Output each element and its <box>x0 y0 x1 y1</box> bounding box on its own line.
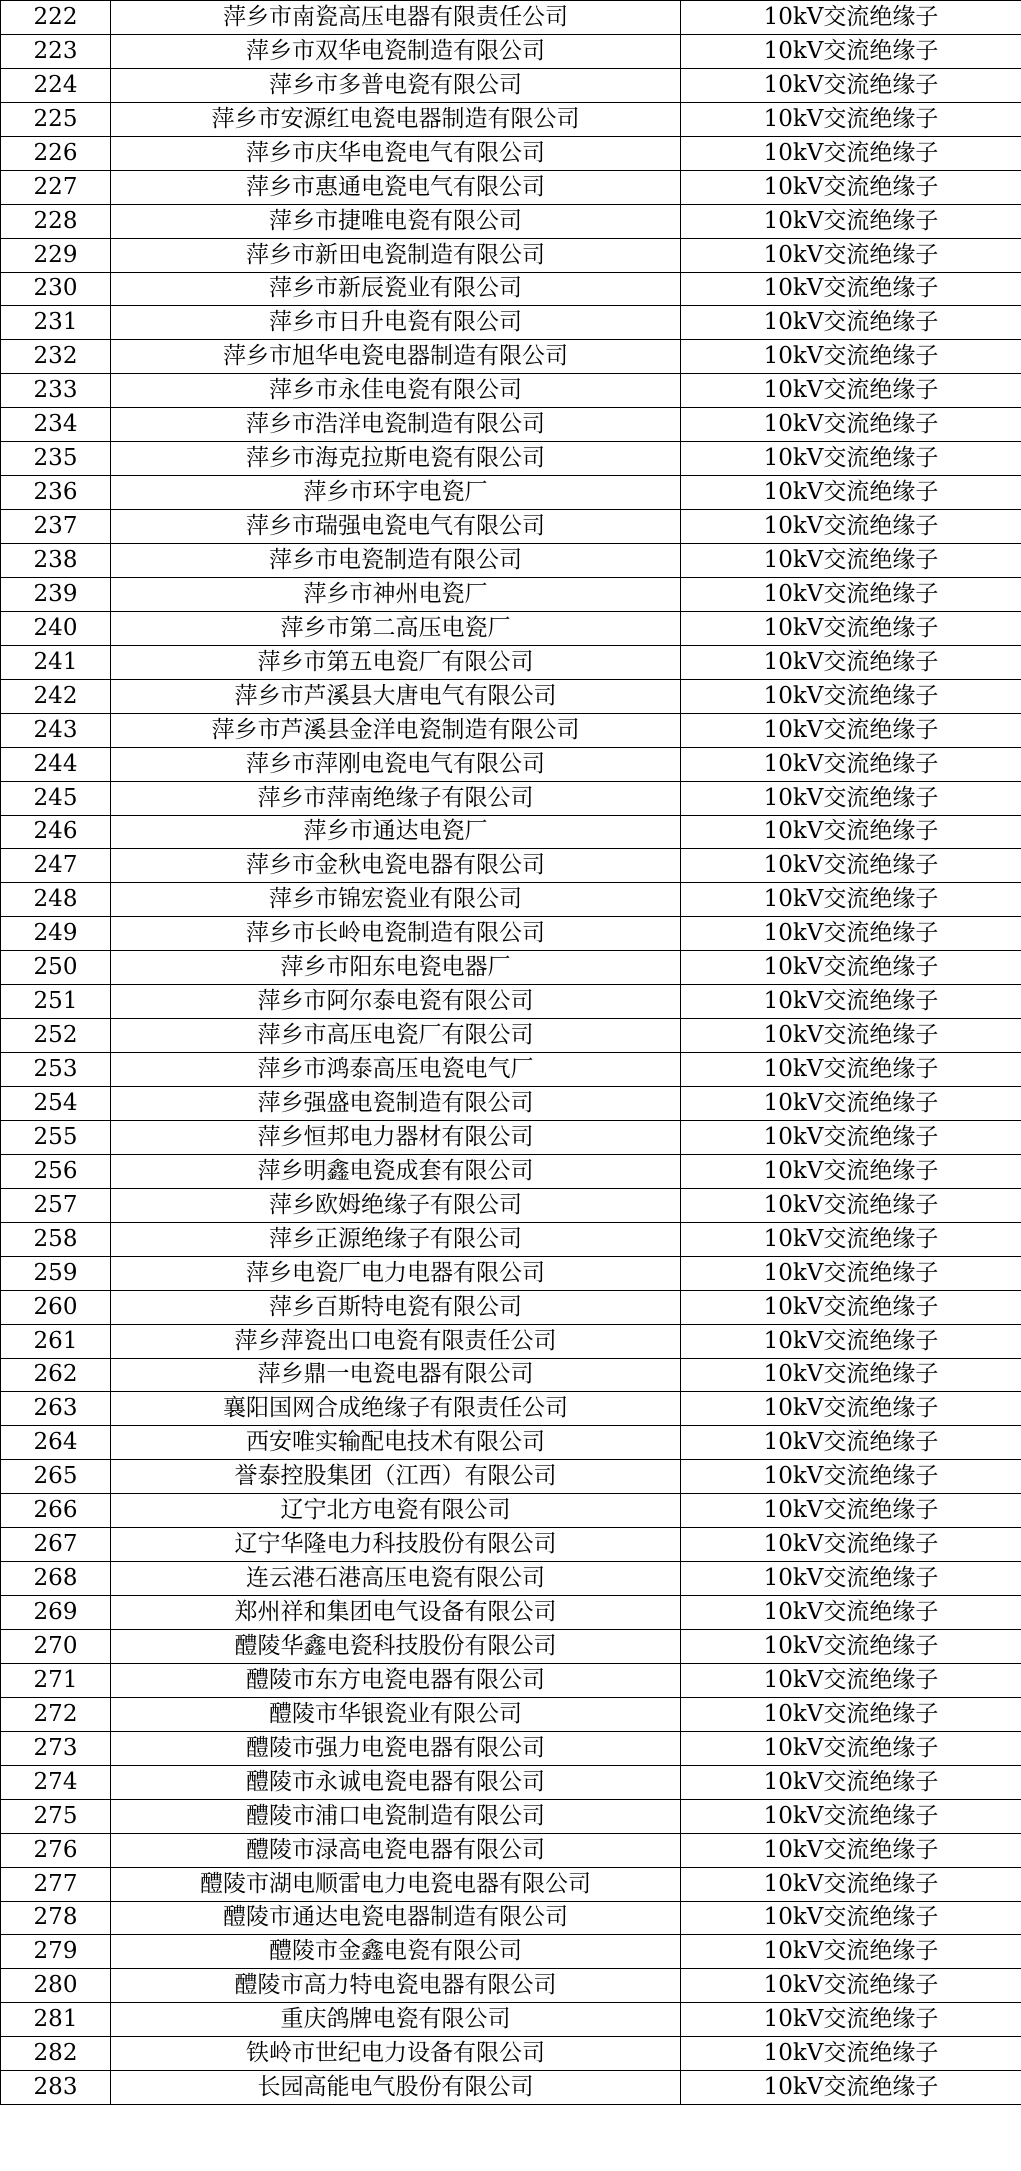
company-name-cell: 西安唯实输配电技术有限公司 <box>111 1426 681 1460</box>
company-name-cell: 醴陵市东方电瓷电器有限公司 <box>111 1663 681 1697</box>
row-number-cell: 235 <box>1 442 111 476</box>
row-number-cell: 270 <box>1 1630 111 1664</box>
row-number-cell: 249 <box>1 917 111 951</box>
company-name-cell: 萍乡市南瓷高压电器有限责任公司 <box>111 1 681 35</box>
company-name-cell: 萍乡市环宇电瓷厂 <box>111 476 681 510</box>
product-cell: 10kV交流绝缘子 <box>681 1290 1021 1324</box>
row-number-cell: 238 <box>1 544 111 578</box>
company-name-cell: 萍乡市萍刚电瓷电气有限公司 <box>111 747 681 781</box>
product-cell: 10kV交流绝缘子 <box>681 1120 1021 1154</box>
product-cell: 10kV交流绝缘子 <box>681 238 1021 272</box>
row-number-cell: 253 <box>1 1053 111 1087</box>
table-row <box>1 544 1021 578</box>
table-row <box>1 238 1021 272</box>
company-name-cell: 萍乡市第五电瓷厂有限公司 <box>111 645 681 679</box>
product-cell: 10kV交流绝缘子 <box>681 781 1021 815</box>
row-number-cell: 243 <box>1 713 111 747</box>
table-row <box>1 34 1021 68</box>
company-name-cell: 萍乡明鑫电瓷成套有限公司 <box>111 1154 681 1188</box>
product-cell: 10kV交流绝缘子 <box>681 1562 1021 1596</box>
row-number-cell: 222 <box>1 1 111 35</box>
row-number-cell: 245 <box>1 781 111 815</box>
product-cell: 10kV交流绝缘子 <box>681 1256 1021 1290</box>
table-row <box>1 1256 1021 1290</box>
product-cell: 10kV交流绝缘子 <box>681 1969 1021 2003</box>
product-cell: 10kV交流绝缘子 <box>681 408 1021 442</box>
product-cell: 10kV交流绝缘子 <box>681 1460 1021 1494</box>
table-row <box>1 747 1021 781</box>
product-cell: 10kV交流绝缘子 <box>681 747 1021 781</box>
row-number-cell: 276 <box>1 1833 111 1867</box>
row-number-cell: 237 <box>1 510 111 544</box>
table-row <box>1 442 1021 476</box>
company-name-cell: 醴陵市华银瓷业有限公司 <box>111 1697 681 1731</box>
row-number-cell: 232 <box>1 340 111 374</box>
table-row <box>1 611 1021 645</box>
table-row <box>1 1562 1021 1596</box>
table-row <box>1 2037 1021 2071</box>
company-name-cell: 萍乡市永佳电瓷有限公司 <box>111 374 681 408</box>
product-cell: 10kV交流绝缘子 <box>681 1697 1021 1731</box>
company-name-cell: 萍乡市阿尔泰电瓷有限公司 <box>111 985 681 1019</box>
product-cell: 10kV交流绝缘子 <box>681 272 1021 306</box>
company-name-cell: 萍乡市金秋电瓷电器有限公司 <box>111 849 681 883</box>
company-name-cell: 萍乡市海克拉斯电瓷有限公司 <box>111 442 681 476</box>
company-name-cell: 醴陵市渌高电瓷电器有限公司 <box>111 1833 681 1867</box>
product-cell: 10kV交流绝缘子 <box>681 1799 1021 1833</box>
product-cell: 10kV交流绝缘子 <box>681 1426 1021 1460</box>
row-number-cell: 271 <box>1 1663 111 1697</box>
product-cell: 10kV交流绝缘子 <box>681 2037 1021 2071</box>
row-number-cell: 223 <box>1 34 111 68</box>
table-row <box>1 1765 1021 1799</box>
product-cell: 10kV交流绝缘子 <box>681 1901 1021 1935</box>
company-name-cell: 萍乡强盛电瓷制造有限公司 <box>111 1087 681 1121</box>
row-number-cell: 236 <box>1 476 111 510</box>
row-number-cell: 268 <box>1 1562 111 1596</box>
table-row <box>1 1392 1021 1426</box>
row-number-cell: 239 <box>1 577 111 611</box>
row-number-cell: 274 <box>1 1765 111 1799</box>
company-name-cell: 连云港石港高压电瓷有限公司 <box>111 1562 681 1596</box>
product-cell: 10kV交流绝缘子 <box>681 611 1021 645</box>
company-name-cell: 萍乡市第二高压电瓷厂 <box>111 611 681 645</box>
table-row <box>1 1867 1021 1901</box>
row-number-cell: 260 <box>1 1290 111 1324</box>
table-row <box>1 1799 1021 1833</box>
product-cell: 10kV交流绝缘子 <box>681 883 1021 917</box>
row-number-cell: 234 <box>1 408 111 442</box>
company-name-cell: 萍乡恒邦电力器材有限公司 <box>111 1120 681 1154</box>
row-number-cell: 250 <box>1 951 111 985</box>
table-row <box>1 2071 1021 2105</box>
company-name-cell: 萍乡百斯特电瓷有限公司 <box>111 1290 681 1324</box>
product-cell: 10kV交流绝缘子 <box>681 849 1021 883</box>
company-name-cell: 萍乡正源绝缘子有限公司 <box>111 1222 681 1256</box>
table-row <box>1 1460 1021 1494</box>
row-number-cell: 269 <box>1 1596 111 1630</box>
product-cell: 10kV交流绝缘子 <box>681 1222 1021 1256</box>
product-cell: 10kV交流绝缘子 <box>681 306 1021 340</box>
table-row <box>1 476 1021 510</box>
row-number-cell: 248 <box>1 883 111 917</box>
table-row <box>1 1324 1021 1358</box>
product-cell: 10kV交流绝缘子 <box>681 544 1021 578</box>
product-cell: 10kV交流绝缘子 <box>681 2003 1021 2037</box>
table-row <box>1 306 1021 340</box>
table-row <box>1 102 1021 136</box>
table-row <box>1 204 1021 238</box>
company-name-cell: 醴陵华鑫电瓷科技股份有限公司 <box>111 1630 681 1664</box>
row-number-cell: 272 <box>1 1697 111 1731</box>
row-number-cell: 246 <box>1 815 111 849</box>
table-row <box>1 1426 1021 1460</box>
product-cell: 10kV交流绝缘子 <box>681 1731 1021 1765</box>
table-row <box>1 713 1021 747</box>
table-row <box>1 781 1021 815</box>
row-number-cell: 263 <box>1 1392 111 1426</box>
company-name-cell: 萍乡市电瓷制造有限公司 <box>111 544 681 578</box>
table-row <box>1 917 1021 951</box>
product-cell: 10kV交流绝缘子 <box>681 1596 1021 1630</box>
company-name-cell: 重庆鸽牌电瓷有限公司 <box>111 2003 681 2037</box>
row-number-cell: 240 <box>1 611 111 645</box>
product-cell: 10kV交流绝缘子 <box>681 1494 1021 1528</box>
row-number-cell: 278 <box>1 1901 111 1935</box>
table-row <box>1 1222 1021 1256</box>
company-name-cell: 醴陵市浦口电瓷制造有限公司 <box>111 1799 681 1833</box>
table-row <box>1 951 1021 985</box>
product-cell: 10kV交流绝缘子 <box>681 68 1021 102</box>
company-name-cell: 醴陵市高力特电瓷电器有限公司 <box>111 1969 681 2003</box>
table-row <box>1 645 1021 679</box>
row-number-cell: 259 <box>1 1256 111 1290</box>
table-row <box>1 1697 1021 1731</box>
table-row <box>1 1901 1021 1935</box>
row-number-cell: 252 <box>1 1019 111 1053</box>
table-row <box>1 1019 1021 1053</box>
product-cell: 10kV交流绝缘子 <box>681 1154 1021 1188</box>
company-name-cell: 萍乡市安源红电瓷电器制造有限公司 <box>111 102 681 136</box>
product-cell: 10kV交流绝缘子 <box>681 951 1021 985</box>
company-name-cell: 誉泰控股集团（江西）有限公司 <box>111 1460 681 1494</box>
product-cell: 10kV交流绝缘子 <box>681 1392 1021 1426</box>
company-name-cell: 铁岭市世纪电力设备有限公司 <box>111 2037 681 2071</box>
table-row <box>1 679 1021 713</box>
row-number-cell: 224 <box>1 68 111 102</box>
table-row <box>1 408 1021 442</box>
table-row <box>1 2003 1021 2037</box>
table-row <box>1 883 1021 917</box>
table-row <box>1 1935 1021 1969</box>
company-name-cell: 萍乡欧姆绝缘子有限公司 <box>111 1188 681 1222</box>
row-number-cell: 254 <box>1 1087 111 1121</box>
company-name-cell: 萍乡市旭华电瓷电器制造有限公司 <box>111 340 681 374</box>
row-number-cell: 264 <box>1 1426 111 1460</box>
company-name-cell: 醴陵市强力电瓷电器有限公司 <box>111 1731 681 1765</box>
table-row <box>1 1 1021 35</box>
company-name-cell: 萍乡市庆华电瓷电气有限公司 <box>111 136 681 170</box>
product-cell: 10kV交流绝缘子 <box>681 1528 1021 1562</box>
row-number-cell: 277 <box>1 1867 111 1901</box>
row-number-cell: 244 <box>1 747 111 781</box>
company-name-cell: 萍乡电瓷厂电力电器有限公司 <box>111 1256 681 1290</box>
row-number-cell: 227 <box>1 170 111 204</box>
company-name-cell: 长园高能电气股份有限公司 <box>111 2071 681 2105</box>
table-row <box>1 1154 1021 1188</box>
table-row <box>1 510 1021 544</box>
company-name-cell: 萍乡市通达电瓷厂 <box>111 815 681 849</box>
product-cell: 10kV交流绝缘子 <box>681 1087 1021 1121</box>
product-cell: 10kV交流绝缘子 <box>681 442 1021 476</box>
row-number-cell: 265 <box>1 1460 111 1494</box>
product-cell: 10kV交流绝缘子 <box>681 1019 1021 1053</box>
table-row <box>1 849 1021 883</box>
table-row <box>1 272 1021 306</box>
company-name-cell: 萍乡市锦宏瓷业有限公司 <box>111 883 681 917</box>
product-cell: 10kV交流绝缘子 <box>681 340 1021 374</box>
company-name-cell: 醴陵市永诚电瓷电器有限公司 <box>111 1765 681 1799</box>
product-cell: 10kV交流绝缘子 <box>681 815 1021 849</box>
company-name-cell: 萍乡市神州电瓷厂 <box>111 577 681 611</box>
row-number-cell: 275 <box>1 1799 111 1833</box>
company-name-cell: 襄阳国网合成绝缘子有限责任公司 <box>111 1392 681 1426</box>
row-number-cell: 233 <box>1 374 111 408</box>
product-cell: 10kV交流绝缘子 <box>681 577 1021 611</box>
row-number-cell: 255 <box>1 1120 111 1154</box>
product-cell: 10kV交流绝缘子 <box>681 2071 1021 2105</box>
company-name-cell: 萍乡市长岭电瓷制造有限公司 <box>111 917 681 951</box>
product-cell: 10kV交流绝缘子 <box>681 1 1021 35</box>
table-row <box>1 1731 1021 1765</box>
product-cell: 10kV交流绝缘子 <box>681 917 1021 951</box>
row-number-cell: 226 <box>1 136 111 170</box>
product-cell: 10kV交流绝缘子 <box>681 1833 1021 1867</box>
table-row <box>1 1833 1021 1867</box>
company-name-cell: 萍乡市日升电瓷有限公司 <box>111 306 681 340</box>
row-number-cell: 231 <box>1 306 111 340</box>
company-name-cell: 萍乡萍瓷出口电瓷有限责任公司 <box>111 1324 681 1358</box>
row-number-cell: 229 <box>1 238 111 272</box>
company-name-cell: 萍乡市捷唯电瓷有限公司 <box>111 204 681 238</box>
product-cell: 10kV交流绝缘子 <box>681 34 1021 68</box>
table-row <box>1 1663 1021 1697</box>
company-name-cell: 萍乡市阳东电瓷电器厂 <box>111 951 681 985</box>
company-name-cell: 萍乡市瑞强电瓷电气有限公司 <box>111 510 681 544</box>
table-row <box>1 1969 1021 2003</box>
product-cell: 10kV交流绝缘子 <box>681 985 1021 1019</box>
product-cell: 10kV交流绝缘子 <box>681 1765 1021 1799</box>
row-number-cell: 261 <box>1 1324 111 1358</box>
table-row <box>1 1188 1021 1222</box>
table-row <box>1 1528 1021 1562</box>
row-number-cell: 279 <box>1 1935 111 1969</box>
product-cell: 10kV交流绝缘子 <box>681 1053 1021 1087</box>
row-number-cell: 266 <box>1 1494 111 1528</box>
product-cell: 10kV交流绝缘子 <box>681 1630 1021 1664</box>
company-name-cell: 萍乡市鸿泰高压电瓷电气厂 <box>111 1053 681 1087</box>
company-name-cell: 萍乡鼎一电瓷电器有限公司 <box>111 1358 681 1392</box>
table-row <box>1 170 1021 204</box>
row-number-cell: 273 <box>1 1731 111 1765</box>
row-number-cell: 262 <box>1 1358 111 1392</box>
company-name-cell: 萍乡市新田电瓷制造有限公司 <box>111 238 681 272</box>
company-name-cell: 醴陵市湖电顺雷电力电瓷电器有限公司 <box>111 1867 681 1901</box>
company-name-cell: 萍乡市多普电瓷有限公司 <box>111 68 681 102</box>
table-row <box>1 1053 1021 1087</box>
row-number-cell: 242 <box>1 679 111 713</box>
company-name-cell: 萍乡市芦溪县大唐电气有限公司 <box>111 679 681 713</box>
product-cell: 10kV交流绝缘子 <box>681 1324 1021 1358</box>
row-number-cell: 258 <box>1 1222 111 1256</box>
row-number-cell: 225 <box>1 102 111 136</box>
company-name-cell: 萍乡市双华电瓷制造有限公司 <box>111 34 681 68</box>
company-name-cell: 辽宁华隆电力科技股份有限公司 <box>111 1528 681 1562</box>
company-name-cell: 醴陵市通达电瓷电器制造有限公司 <box>111 1901 681 1935</box>
row-number-cell: 257 <box>1 1188 111 1222</box>
row-number-cell: 256 <box>1 1154 111 1188</box>
table-row <box>1 1630 1021 1664</box>
company-name-cell: 萍乡市惠通电瓷电气有限公司 <box>111 170 681 204</box>
product-cell: 10kV交流绝缘子 <box>681 1358 1021 1392</box>
product-cell: 10kV交流绝缘子 <box>681 713 1021 747</box>
table-row <box>1 136 1021 170</box>
product-cell: 10kV交流绝缘子 <box>681 1188 1021 1222</box>
product-cell: 10kV交流绝缘子 <box>681 1867 1021 1901</box>
product-cell: 10kV交流绝缘子 <box>681 170 1021 204</box>
table-row <box>1 68 1021 102</box>
row-number-cell: 280 <box>1 1969 111 2003</box>
row-number-cell: 267 <box>1 1528 111 1562</box>
product-cell: 10kV交流绝缘子 <box>681 136 1021 170</box>
product-cell: 10kV交流绝缘子 <box>681 1663 1021 1697</box>
row-number-cell: 251 <box>1 985 111 1019</box>
product-cell: 10kV交流绝缘子 <box>681 476 1021 510</box>
product-cell: 10kV交流绝缘子 <box>681 645 1021 679</box>
row-number-cell: 241 <box>1 645 111 679</box>
row-number-cell: 228 <box>1 204 111 238</box>
company-name-cell: 郑州祥和集团电气设备有限公司 <box>111 1596 681 1630</box>
company-name-cell: 萍乡市新辰瓷业有限公司 <box>111 272 681 306</box>
product-cell: 10kV交流绝缘子 <box>681 374 1021 408</box>
table-row <box>1 1494 1021 1528</box>
company-name-cell: 萍乡市芦溪县金洋电瓷制造有限公司 <box>111 713 681 747</box>
product-cell: 10kV交流绝缘子 <box>681 679 1021 713</box>
table-row <box>1 1358 1021 1392</box>
table-row <box>1 1596 1021 1630</box>
table-row <box>1 1290 1021 1324</box>
product-cell: 10kV交流绝缘子 <box>681 204 1021 238</box>
product-cell: 10kV交流绝缘子 <box>681 510 1021 544</box>
table-row <box>1 815 1021 849</box>
table-row <box>1 577 1021 611</box>
table-row <box>1 1087 1021 1121</box>
company-name-cell: 萍乡市萍南绝缘子有限公司 <box>111 781 681 815</box>
table-row <box>1 985 1021 1019</box>
company-name-cell: 萍乡市浩洋电瓷制造有限公司 <box>111 408 681 442</box>
row-number-cell: 230 <box>1 272 111 306</box>
row-number-cell: 283 <box>1 2071 111 2105</box>
company-name-cell: 萍乡市高压电瓷厂有限公司 <box>111 1019 681 1053</box>
table-body <box>1 1 1021 2105</box>
table-row <box>1 340 1021 374</box>
company-name-cell: 醴陵市金鑫电瓷有限公司 <box>111 1935 681 1969</box>
row-number-cell: 281 <box>1 2003 111 2037</box>
row-number-cell: 282 <box>1 2037 111 2071</box>
row-number-cell: 247 <box>1 849 111 883</box>
company-name-cell: 辽宁北方电瓷有限公司 <box>111 1494 681 1528</box>
table-row <box>1 374 1021 408</box>
product-cell: 10kV交流绝缘子 <box>681 102 1021 136</box>
table-row <box>1 1120 1021 1154</box>
product-cell: 10kV交流绝缘子 <box>681 1935 1021 1969</box>
